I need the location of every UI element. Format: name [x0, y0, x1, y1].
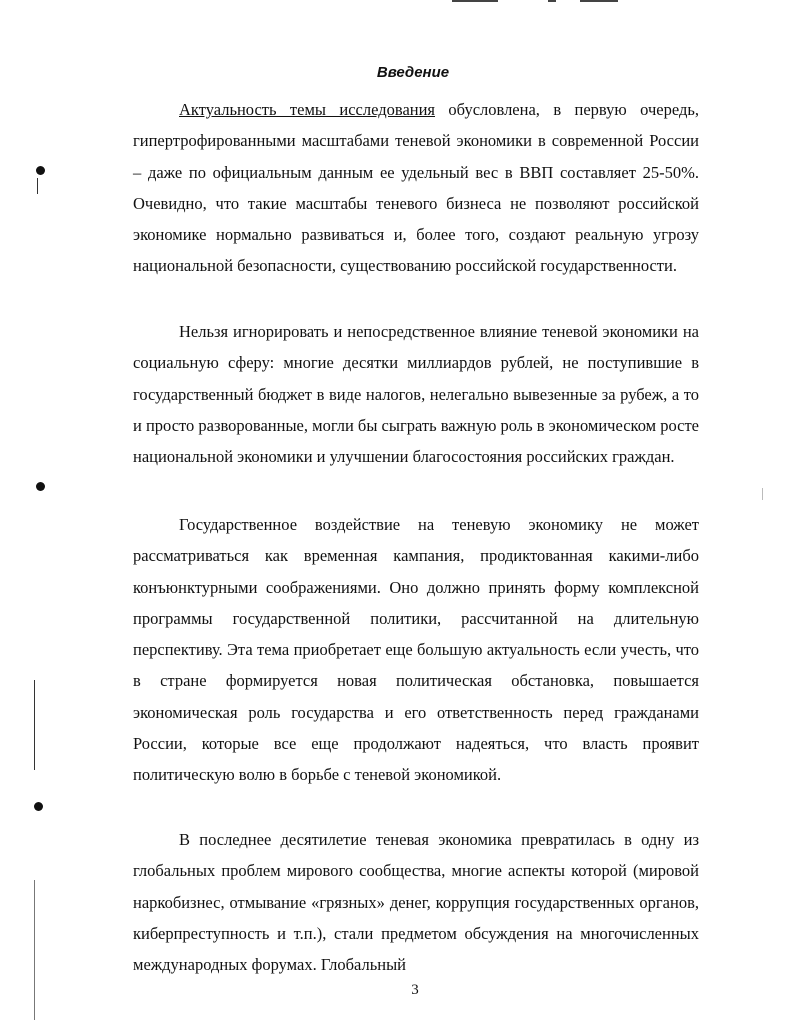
binder-hole-mark-3	[34, 802, 43, 811]
scan-artifact-margin-line-2	[34, 680, 35, 770]
paragraph-1-text: обусловлена, в первую очередь, гипертрофированными масштабами теневой экономики в современной России – даже по официальным данным ее удельный вес в ВВП составляет 25-50%. Очевидно, что такие масштабы теневого бизнеса не позволяют российской экономике нормально развиваться и, более того, создают реальную угрозу национальной безопасности, существованию российской государственности.	[133, 100, 699, 276]
paragraph-4	[133, 824, 699, 980]
paragraph-4-text: В последнее десятилетие теневая экономика превратилась в одну из глобальных проблем мирового сообщества, многие аспекты которой (мировой наркобизнес, отмывание «грязных» денег, коррупция государственных органов, киберпреступность и т.п.), стали предметом обсуждения на многочисленных международных форумах. Глобальный	[133, 830, 699, 975]
scan-artifact-right-line	[762, 488, 763, 500]
page-number: 3	[411, 982, 419, 998]
binder-hole-mark-2	[36, 482, 45, 491]
paragraph-1	[133, 94, 699, 282]
scan-artifact-top-line-1	[452, 0, 498, 2]
paragraph-3	[133, 509, 699, 791]
scan-artifact-margin-line-3	[34, 880, 35, 1020]
scan-artifact-margin-line-1	[37, 178, 38, 194]
paragraph-3-text: Государственное воздействие на теневую экономику не может рассматриваться как временная кампания, продиктованная какими-либо конъюнктурными соображениями. Оно должно принять форму комплексной программы государственной политики, рассчитанной на длительную перспективу. Эта тема приобретает еще большую актуальность если учесть, что в стране формируется новая политическая обстановка, повышается экономическая роль государства и его ответственность перед гражданами России, которые все еще продолжают надеяться, что власть проявит политическую волю в борьбе с теневой экономикой.	[133, 515, 699, 785]
binder-hole-mark-1	[36, 166, 45, 175]
paragraph-2	[133, 316, 699, 472]
scan-artifact-top-line-3	[580, 0, 618, 2]
paragraph-1-lead: Актуальность темы исследования	[179, 100, 436, 119]
section-title: Введение	[376, 64, 450, 81]
paragraph-2-text: Нельзя игнорировать и непосредственное влияние теневой экономики на социальную сферу: многие десятки миллиардов рублей, не поступившие в государственный бюджет в виде налогов, нелегально вывезенные за рубеж, а то и просто разворованные, могли бы сыграть важную роль в экономическом росте национальной экономики и улучшении благосостояния российских граждан.	[133, 322, 699, 467]
scan-artifact-top-line-2	[548, 0, 556, 2]
